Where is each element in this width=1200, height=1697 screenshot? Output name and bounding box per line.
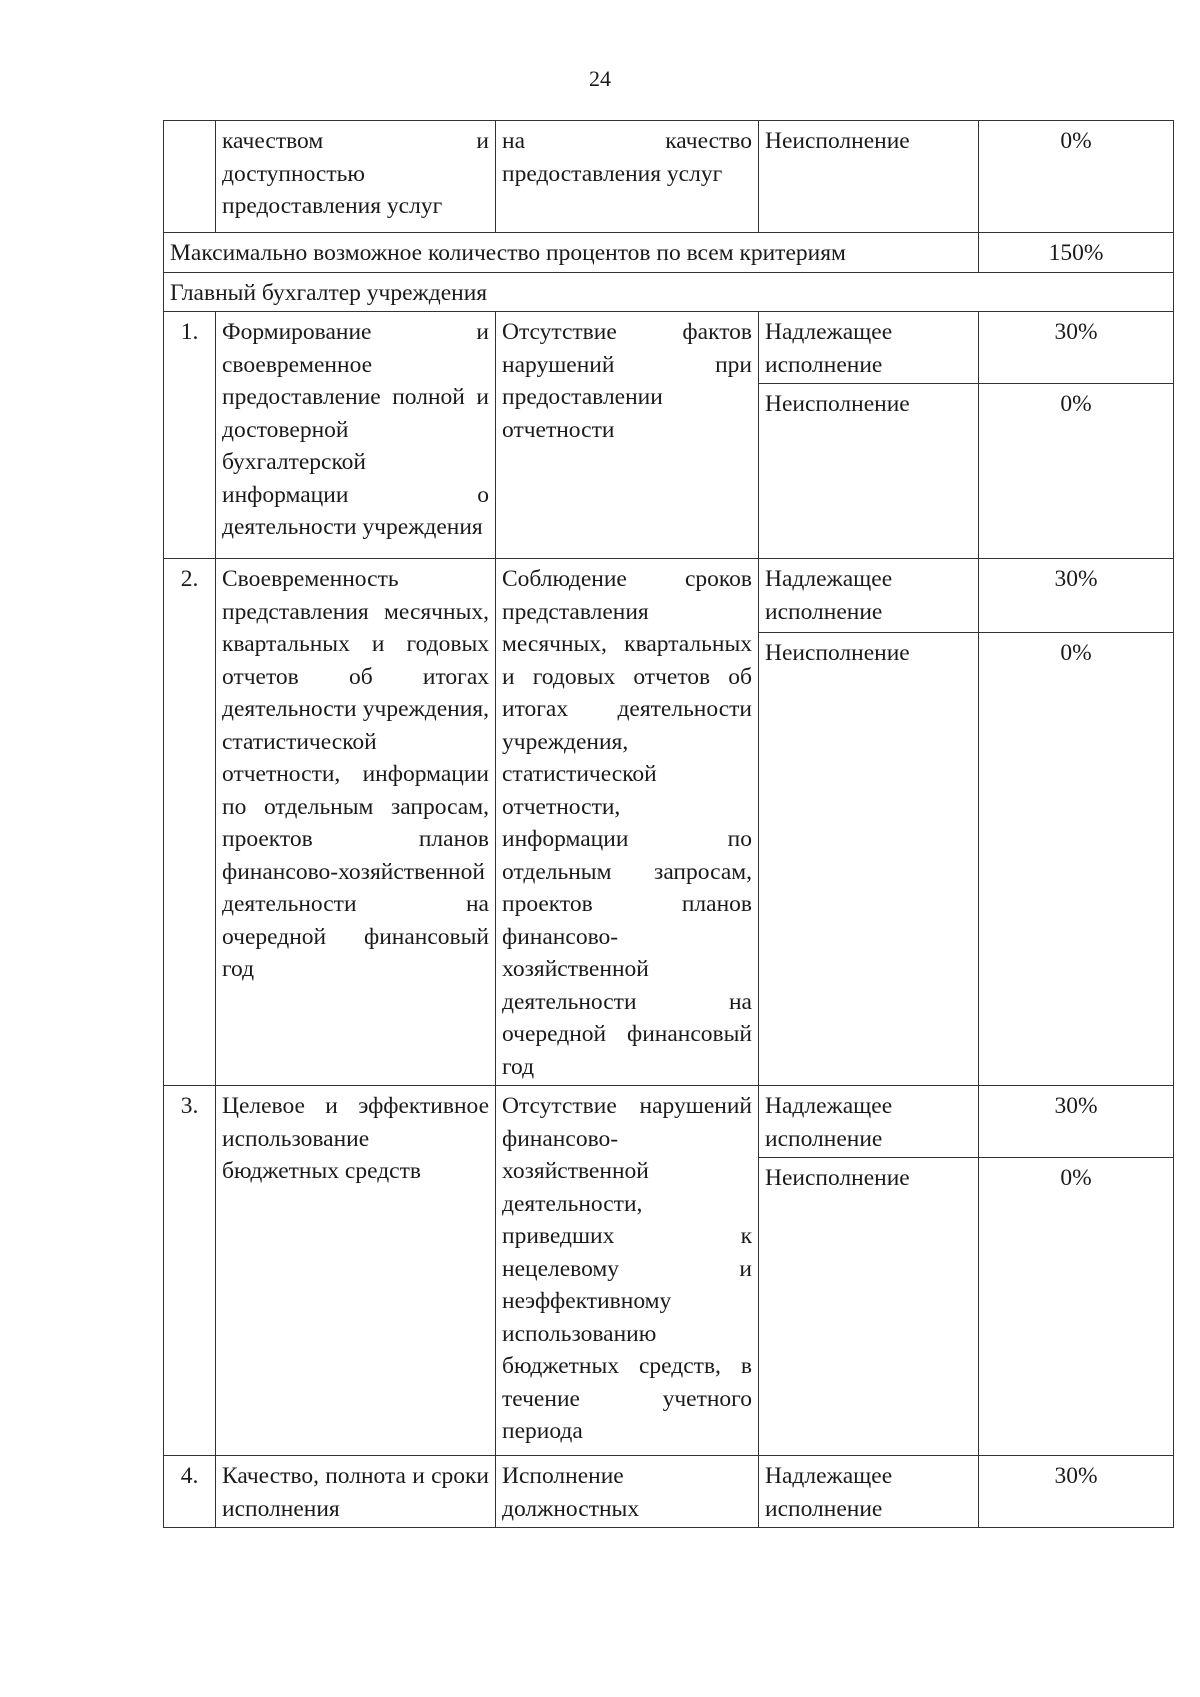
evaluation-cell: Неисполнение (759, 121, 979, 233)
page-number: 24 (589, 66, 611, 91)
evaluation-proper: Надлежащее исполнение (759, 312, 979, 384)
evaluation-fail: Неисполнение (759, 384, 979, 559)
indicator-cell: на качество предоставления услуг (496, 121, 759, 233)
section-title: Главный бухгалтер учреждения (164, 272, 1174, 312)
indicator-cell: Отсутствие нарушений финансово-хозяйственной деятельности, приведших к нецелевому и неэффективному использованию бюджетных средств, в течение учетного периода (496, 1086, 759, 1456)
row-number: 2. (164, 559, 216, 1086)
evaluation-proper: Надлежащее исполнение (759, 1086, 979, 1158)
table-row (164, 559, 1174, 633)
criterion-cell: Целевое и эффективное использование бюджетных средств (216, 1086, 496, 1456)
evaluation-proper: Надлежащее исполнение (759, 1456, 979, 1528)
table-row (164, 1086, 1174, 1158)
percent-proper: 30% (979, 559, 1174, 633)
criterion-cell: Своевременность представления месячных, квартальных и годовых отчетов об итогах деятельности учреждения, статистической отчетности, информации по отдельным запросам, проектов планов финансово-хозяйственной деятельности на очередной финансовый год (216, 559, 496, 1086)
row-number: 4. (164, 1456, 216, 1528)
table-row-max-total (164, 233, 1174, 273)
percent-proper: 30% (979, 1086, 1174, 1158)
table-row (164, 312, 1174, 384)
evaluation-fail: Неисполнение (759, 633, 979, 1086)
table-row-continuation (164, 121, 1174, 233)
percent-fail: 0% (979, 633, 1174, 1086)
max-total-value: 150% (979, 233, 1174, 273)
table-row-section-title (164, 272, 1174, 312)
percent-proper: 30% (979, 312, 1174, 384)
percent-cell: 0% (979, 121, 1174, 233)
row-number: 3. (164, 1086, 216, 1456)
max-total-label: Максимально возможное количество процентов по всем критериям (164, 233, 979, 273)
table-row (164, 1456, 1174, 1528)
row-number-cell (164, 121, 216, 233)
evaluation-proper: Надлежащее исполнение (759, 559, 979, 633)
criteria-table (163, 120, 1174, 1528)
criterion-cell: Формирование и своевременное предоставление полной и достоверной бухгалтерской информации о деятельности учреждения (216, 312, 496, 559)
percent-fail: 0% (979, 384, 1174, 559)
percent-fail: 0% (979, 1158, 1174, 1456)
indicator-cell: Отсутствие фактов нарушений при предоставлении отчетности (496, 312, 759, 559)
row-number: 1. (164, 312, 216, 559)
indicator-cell: Исполнение должностных (496, 1456, 759, 1528)
criterion-cell: качеством и доступностью предоставления услуг (216, 121, 496, 233)
indicator-cell: Соблюдение сроков представления месячных, квартальных и годовых отчетов об итогах деятельности учреждения, статистической отчетности, информации по отдельным запросам, проектов планов финансово-хозяйственной деятельности на очередной финансовый год (496, 559, 759, 1086)
percent-proper: 30% (979, 1456, 1174, 1528)
evaluation-fail: Неисполнение (759, 1158, 979, 1456)
criterion-cell: Качество, полнота и сроки исполнения (216, 1456, 496, 1528)
